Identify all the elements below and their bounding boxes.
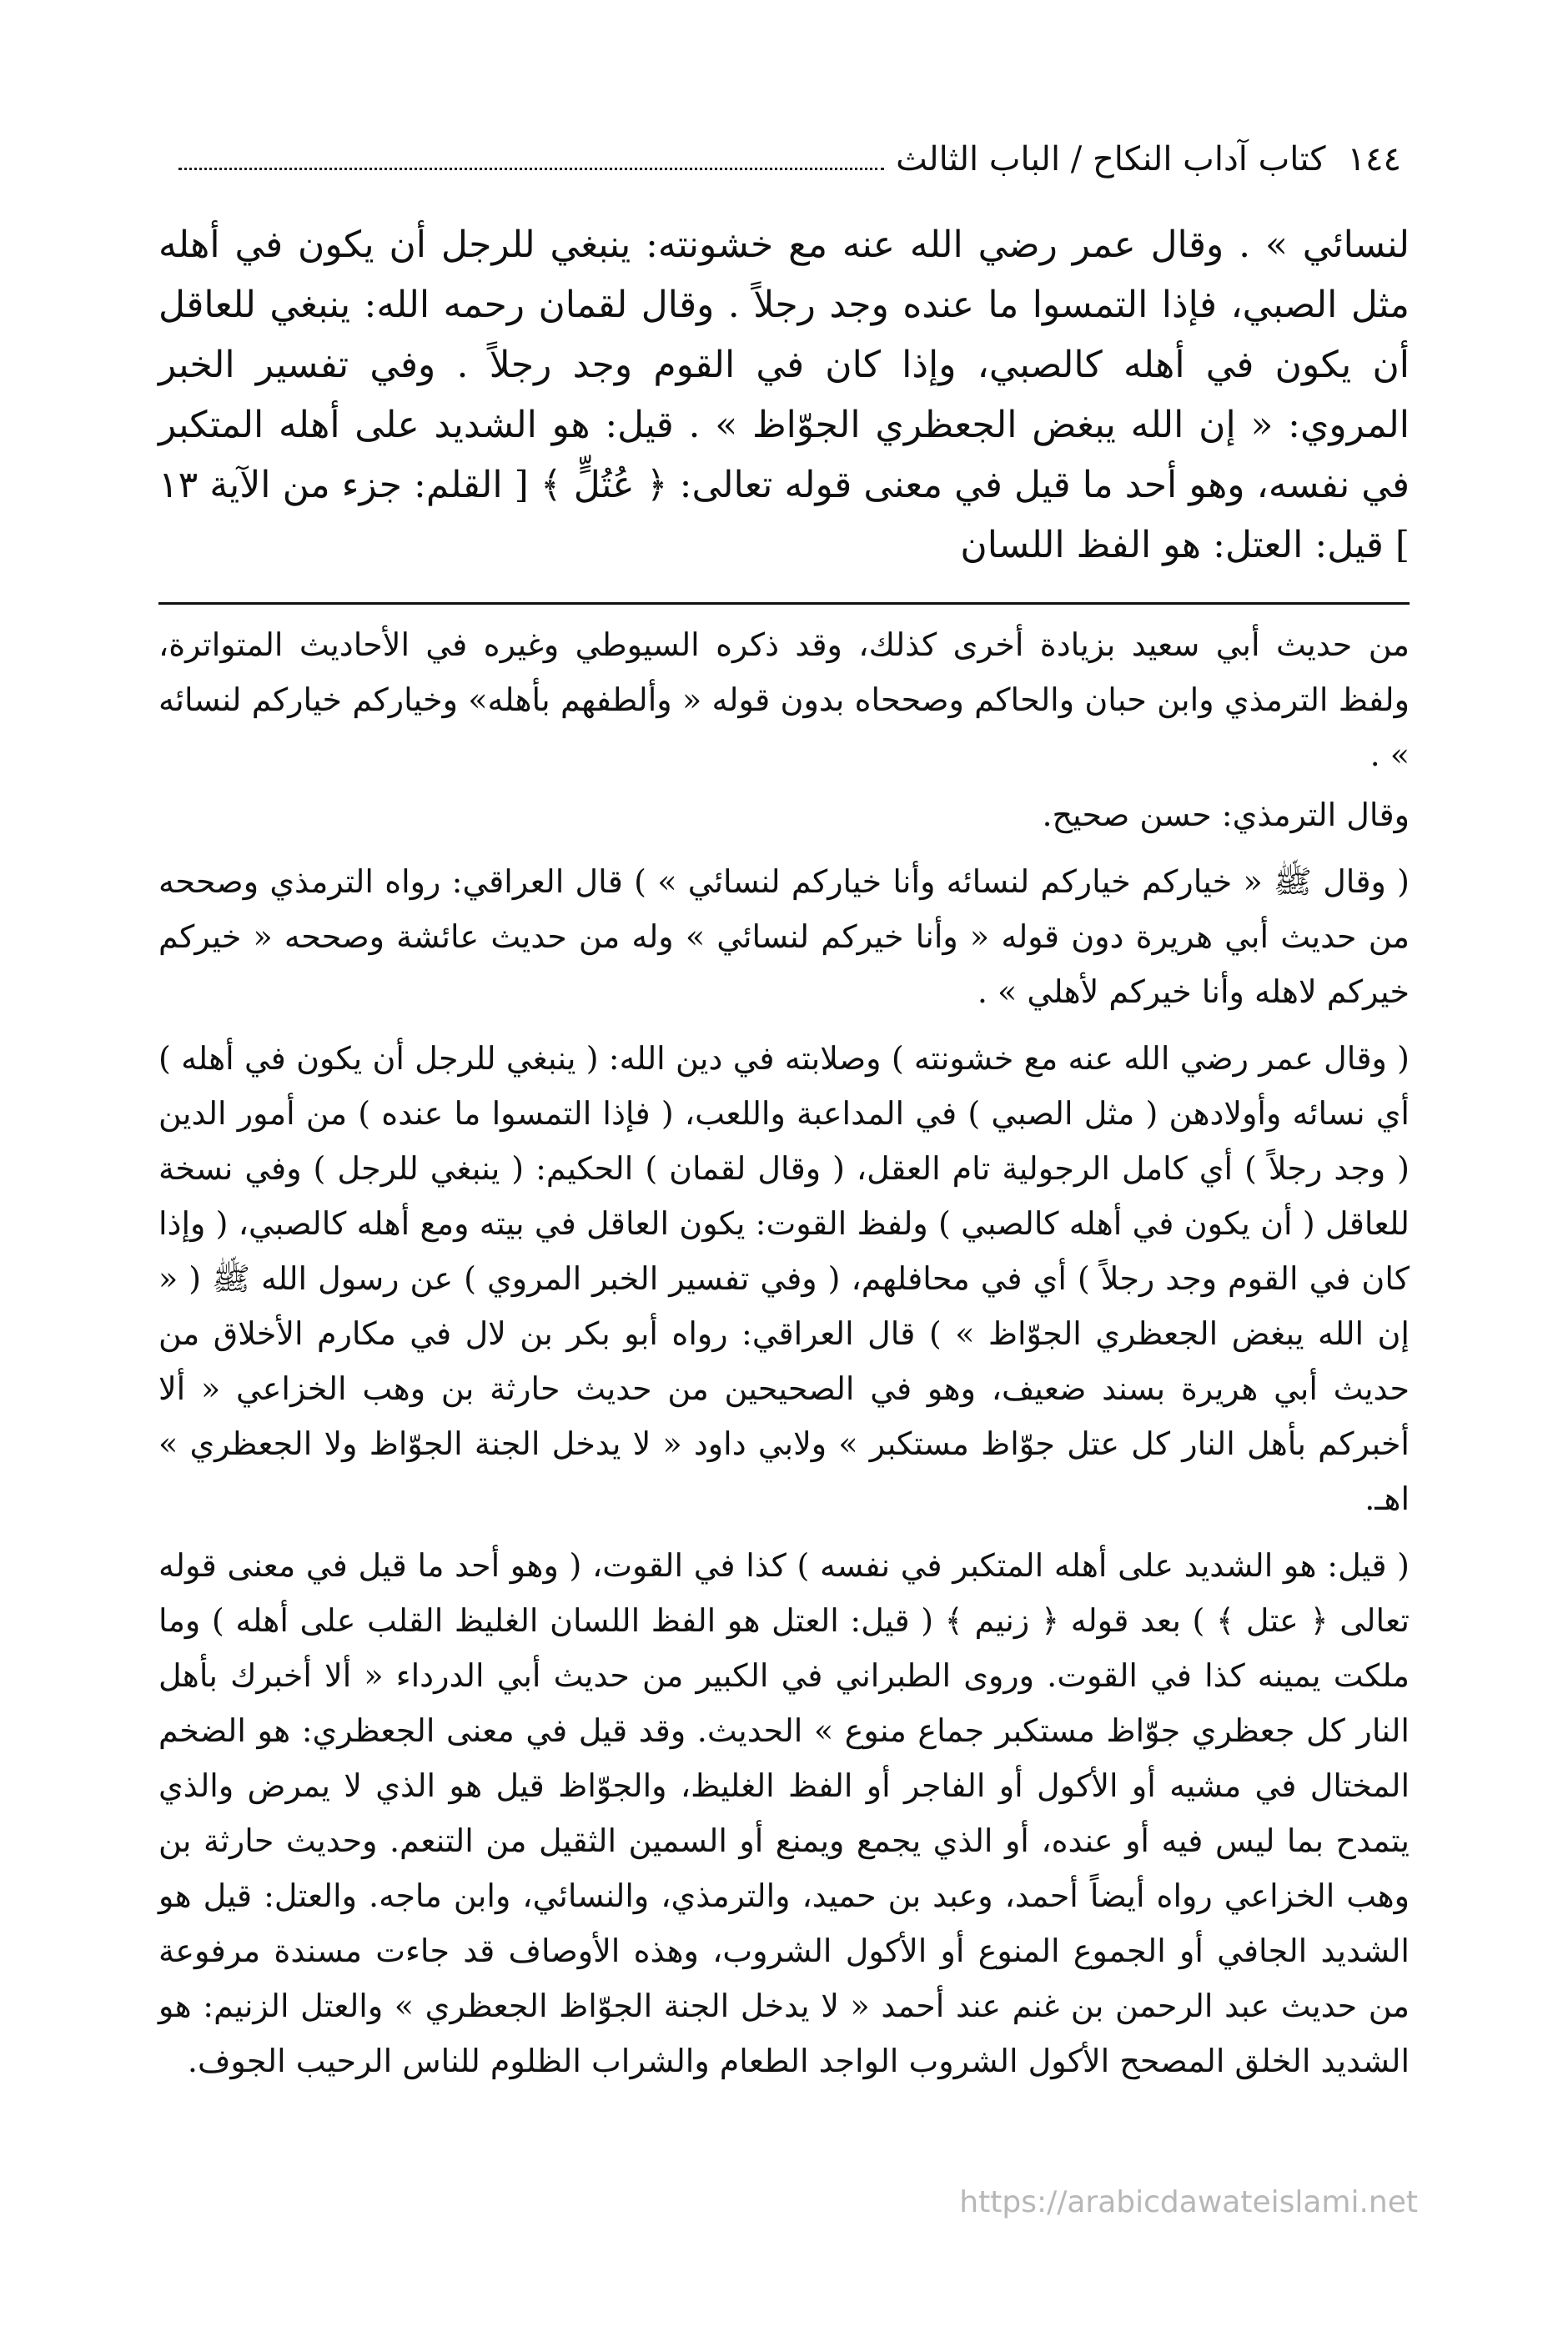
main-text bbox=[158, 215, 1410, 575]
commentary-paragraph: من حديث أبي سعيد بزيادة أخرى كذلك، وقد ذكره السيوطي وغيره في الأحاديث المتواترة، ولفظ الترمذي وابن حبان والحاكم وصححاه بدون قوله « وألطفهم بأهله» وخياركم خياركم لنسائه » . bbox=[158, 626, 1410, 773]
commentary bbox=[158, 617, 1410, 2100]
page-number: ١٤٤ bbox=[1347, 140, 1401, 178]
commentary-paragraph: ( قيل: هو الشديد على أهله المتكبر في نفسه ) كذا في القوت، ( وهو أحد ما قيل في معنى قوله تعالى ﴿ عتل ﴾ ) بعد قوله ﴿ زنيم ﴾ ( قيل: العتل هو الفظ اللسان الغليظ القلب على أهله ) وما ملكت يمينه كذا في القوت. وروى الطبراني في الكبير من حديث أبي الدرداء « ألا أخبرك بأهل النار كل جعظري جوّاظ مستكبر جماع منوع » الحديث. وقد قيل في معنى الجعظري: هو الضخم المختال في مشيه أو الأكول أو الفاجر أو الفظ الغليظ، والجوّاظ قيل هو الذي لا يمرض والذي يتمدح بما ليس فيه أو عنده، أو الذي يجمع ويمنع أو السمين الثقيل من التنعم. وحديث حارثة بن وهب الخزاعي رواه أيضاً أحمد، وعبد بن حميد، والترمذي، والنسائي، وابن ماجه. والعتل: قيل هو الشديد الجافي أو الجموع المنوع أو الأكول الشروب، وهذه الأوصاف قد جاءت مسندة مرفوعة من حديث عبد الرحمن بن غنم عند أحمد « لا يدخل الجنة الجوّاظ الجعظري » والعتل الزنيم: هو الشديد الخلق المصحح الأكول الشروب الواجد الطعام والشراب الظلوم للناس الرحيب الجوف. bbox=[158, 1547, 1410, 2079]
commentary-paragraph: ( وقال عمر رضي الله عنه مع خشونته ) وصلابته في دين الله: ( ينبغي للرجل أن يكون في أهله ) أي نسائه وأولادهن ( مثل الصبي ) في المداعبة واللعب، ( فإذا التمسوا ما عنده ) من أمور الدين ( وجد رجلاً ) أي كامل الرجولية تام العقل، ( وقال لقمان ) الحكيم: ( ينبغي للرجل ) وفي نسخة للعاقل ( أن يكون في أهله كالصبي ) ولفظ القوت: يكون العاقل في بيته ومع أهله كالصبي، ( وإذا كان في القوم وجد رجلاً ) أي في محافلهم، ( وفي تفسير الخبر المروي ) عن رسول الله ﷺ ( « إن الله يبغض الجعظري الجوّاظ » ) قال العراقي: رواه أبو بكر بن لال في مكارم الأخلاق من حديث أبي هريرة بسند ضعيف، وهو في الصحيحين من حديث حارثة بن وهب الخزاعي « ألا أخبركم بأهل النار كل عتل جوّاظ مستكبر » ولابي داود « لا يدخل الجنة الجوّاظ ولا الجعظري » اهـ. bbox=[158, 1040, 1410, 1517]
running-title: كتاب آداب النكاح / الباب الثالث bbox=[896, 140, 1326, 178]
commentary-paragraph: وقال الترمذي: حسن صحيح. bbox=[1042, 797, 1410, 833]
watermark-url: https://arabicdawateislami.net bbox=[959, 2185, 1418, 2219]
main-paragraph: لنسائي » . وقال عمر رضي الله عنه مع خشونته: ينبغي للرجل أن يكون في أهله مثل الصبي، فإذا التمسوا ما عنده وجد رجلاً . وقال لقمان رحمه الله: ينبغي للعاقل أن يكون في أهله كالصبي، وإذا كان في القوم وجد رجلاً . وفي تفسير الخبر المروي: « إن الله يبغض الجعظري الجوّاظ » . قيل: هو الشديد على أهله المتكبر في نفسه، وهو أحد ما قيل في معنى قوله تعالى: ﴿ عُتُلٍّ ﴾ [ القلم: جزء من الآية ١٣ ] قيل: العتل: هو الفظ اللسان bbox=[158, 224, 1410, 566]
header-dot-leader bbox=[178, 168, 884, 170]
footnote-separator bbox=[158, 602, 1410, 605]
commentary-paragraph: ( وقال ﷺ « خياركم خياركم لنسائه وأنا خياركم لنسائي » ) قال العراقي: رواه الترمذي وصححه من حديث أبي هريرة دون قوله « وأنا خيركم لنسائي » وله من حديث عائشة وصححه « خيركم خيركم لاهله وأنا خيركم لأهلي » . bbox=[158, 863, 1410, 1010]
running-header bbox=[167, 140, 1401, 178]
